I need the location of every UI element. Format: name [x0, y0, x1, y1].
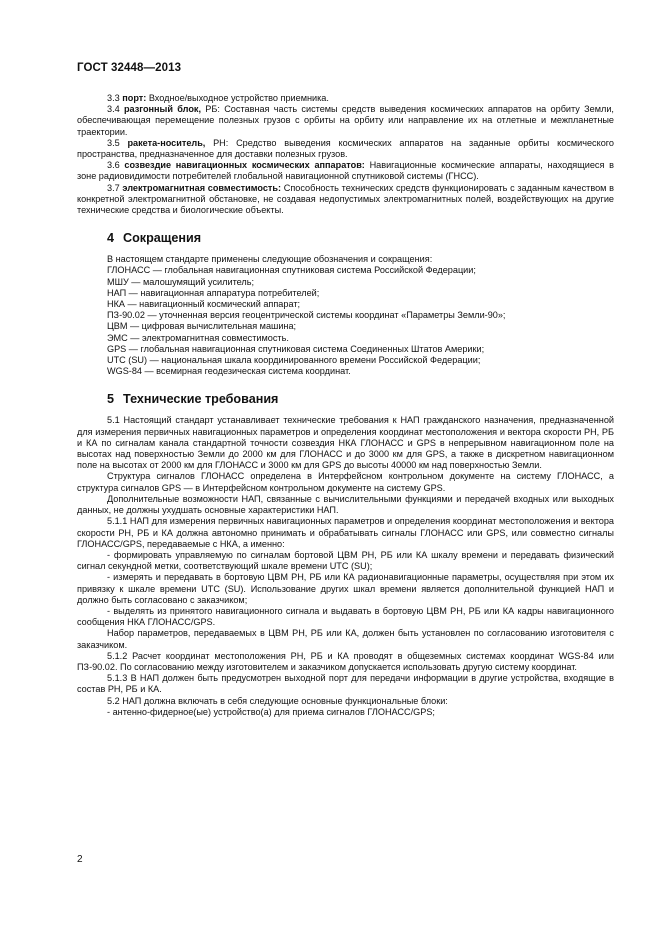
- definition-text: РН: Средство выведения космических аппаратов на заданные орбиты космического пространства, предназначенное для доставки полезных грузов.: [77, 137, 614, 160]
- section-title: Технические требования: [123, 392, 279, 407]
- definition-3-4: [77, 104, 614, 138]
- standard-header: ГОСТ 32448—2013: [77, 62, 182, 74]
- definition-3-7: [77, 183, 614, 217]
- abbreviation-item: GPS — глобальная навигационная спутниковая система Соединенных Штатов Америки;: [107, 343, 485, 354]
- definition-term: ракета-носитель,: [127, 137, 206, 148]
- abbreviation-item: ЭМС — электромагнитная совместимость.: [107, 332, 289, 343]
- definition-text: РБ: Составная часть системы средств выведения космических аппаратов на орбиту Земли, обеспечивающая перемещение полезных грузов с орбиты на орбиту или направление их на отлетные и межпланетные траектории.: [77, 104, 614, 137]
- page-number: 2: [77, 854, 83, 865]
- definition-3-6: [77, 160, 614, 182]
- definition-text: Навигационные космические аппараты, находящиеся в зоне радиовидимости потребителей глобальной навигационной спутниковой системы (ГНСС).: [77, 160, 614, 182]
- definition-text: Способность технических средств функционировать с заданным качеством в конкретной электромагнитной обстановке, не создавая недопустимых электромагнитных полей, воздействующих на другие технические средства и биологические объекты.: [77, 182, 614, 216]
- section-5-heading: [107, 392, 614, 407]
- requirements-paragraph: Набор параметров, передаваемых в ЦВМ РН, РБ или КА, должен быть установлен по согласованию изготовителя с заказчиком.: [77, 628, 614, 650]
- abbreviation-item: ПЗ-90.02 — уточненная версия геоцентрической системы координат «Параметры Земли-90»;: [107, 310, 506, 321]
- requirements-paragraph: - измерять и передавать в бортовую ЦВМ РН, РБ или КА радионавигационные параметры, осуществляя при этом их привязку к шкале времени UTC (SU). Использование других шкал времени является дополнительной функцией НАП и должно быть согласовано с заказчиком;: [77, 572, 614, 605]
- requirements-paragraph: Структура сигналов ГЛОНАСС определена в Интерфейсном контрольном документе на систему ГЛОНАСС, а структура сигналов GPS — в Интерфейсном контрольном документе на систему GPS.: [77, 471, 614, 493]
- definition-3-3: [77, 93, 614, 104]
- abbreviations-list: [77, 265, 614, 377]
- section-4-heading: [107, 231, 614, 246]
- requirements-paragraph: - выделять из принятого навигационного сигнала и выдавать в бортовую ЦВМ РН, РБ или КА кадры навигационного сообщения НКА ГЛОНАСС/GPS.: [77, 605, 614, 628]
- requirements-paragraph: 5.1.1 НАП для измерения первичных навигационных параметров и определения координат местоположения и вектора скорости РН, РБ и КА должна автономно принимать и обрабатывать сигналы ГЛОНАСС или GPS, или совместно сигналы ГЛОНАСС/GPS, передаваемые с НКА, а именно:: [77, 516, 614, 549]
- abbreviation-item: ЦВМ — цифровая вычислительная машина;: [107, 321, 297, 332]
- definition-term: порт:: [122, 93, 147, 103]
- requirements-paragraph: Дополнительные возможности НАП, связанные с вычислительными функциями и передачей входных или выходных данных, не должны ухудшать основные характеристики НАП.: [77, 493, 614, 516]
- section-number: 4: [107, 231, 115, 246]
- abbreviations-intro: В настоящем стандарте применены следующие обозначения и сокращения:: [107, 254, 433, 265]
- definition-term: созвездие навигационных космических аппаратов:: [124, 160, 365, 171]
- definition-term: разгонный блок,: [123, 104, 202, 115]
- section-title: Сокращения: [123, 231, 202, 246]
- definition-3-5: [77, 138, 614, 160]
- section-number: 5: [107, 392, 115, 407]
- abbreviation-item: WGS-84 — всемирная геодезическая система координат.: [107, 366, 351, 377]
- definition-number: 3.4: [107, 104, 120, 115]
- definition-number: 3.5: [107, 137, 120, 148]
- definition-text: Входное/выходное устройство приемника.: [146, 93, 329, 103]
- abbreviation-item: МШУ — малошумящий усилитель;: [107, 276, 255, 287]
- requirements-paragraph: 5.1.2 Расчет координат местоположения РН, РБ и КА проводят в общеземных системах координат WGS-84 или ПЗ-90.02. По согласованию между изготовителем и заказчиком допускается использовать другую систему координат.: [77, 650, 614, 672]
- definition-number: 3.7: [107, 182, 120, 193]
- requirements-paragraph: 5.2 НАП должна включать в себя следующие основные функциональные блоки:: [107, 695, 448, 706]
- abbreviation-item: ГЛОНАСС — глобальная навигационная спутниковая система Российской Федерации;: [107, 265, 476, 276]
- abbreviation-item: НКА — навигационный космический аппарат;: [107, 299, 301, 310]
- abbreviation-item: НАП — навигационная аппаратура потребителей;: [107, 287, 320, 298]
- page-content: [77, 93, 614, 718]
- abbreviation-item: UTC (SU) — национальная шкала координированного времени Российской Федерации;: [107, 355, 481, 366]
- requirements-paragraph: 5.1.3 В НАП должен быть предусмотрен выходной порт для передачи информации в другие устройства, входящие в состав РН, РБ и КА.: [77, 673, 614, 695]
- requirements-paragraph: 5.1 Настоящий стандарт устанавливает технические требования к НАП гражданского назначения, предназначенной для измерения первичных навигационных параметров и определения координат местоположения и вектора скорости РН, РБ и КА по сигналам канала стандартной точности созвездия НКА ГЛОНАСС и GPS в непрерывном навигационном поле на высотах над поверхностью Земли до 2000 км для ГЛОНАСС и до 3000 км для GPS, а также в дискретном навигационном поле на высотах от 2000 км для ГЛОНАСС и 3000 км для GPS до высоты 40000 км над поверхностью Земли.: [77, 415, 614, 471]
- requirements-paragraph: - формировать управляемую по сигналам бортовой ЦВМ РН, РБ или КА шкалу времени и передавать физический сигнал секундной метки, соответствующий шкале времени UTC (SU);: [77, 549, 614, 572]
- definition-number: 3.3: [107, 93, 120, 103]
- definition-term: электромагнитная совместимость:: [122, 182, 282, 193]
- definition-number: 3.6: [107, 160, 120, 171]
- requirements-paragraph: - антенно-фидерное(ые) устройство(а) для приема сигналов ГЛОНАСС/GPS;: [107, 706, 435, 717]
